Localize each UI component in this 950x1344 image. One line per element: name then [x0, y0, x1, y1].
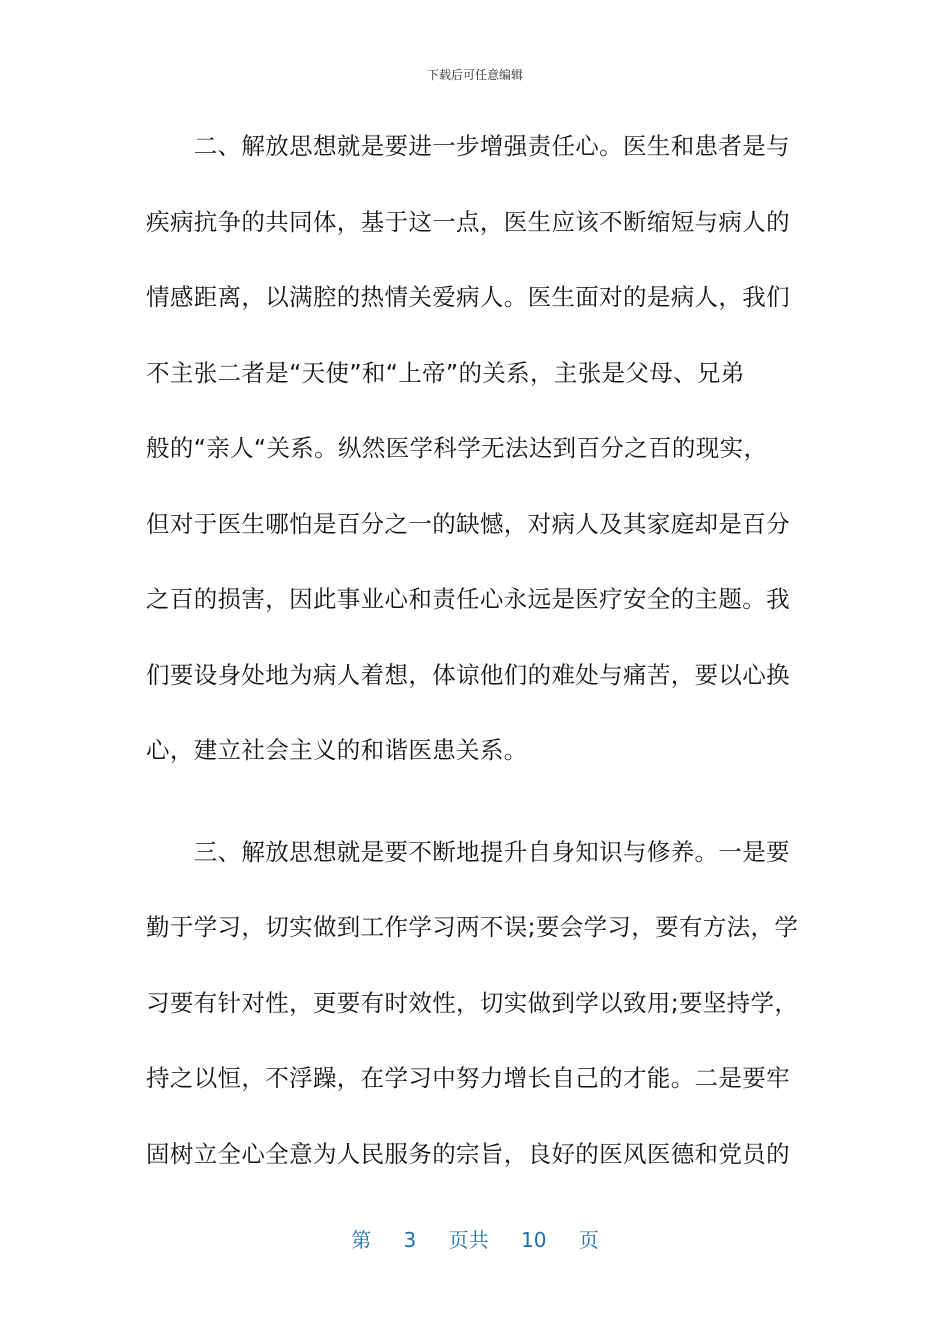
- document-body: [146, 122, 806, 1205]
- text-line: 但对于医生哪怕是百分之一的缺憾，对病人及其家庭却是百分: [146, 509, 790, 538]
- text-line: 不主张二者是“天使”和“上帝”的关系，主张是父母、兄弟: [146, 358, 745, 387]
- text-line: 二、解放思想就是要进一步增强责任心。医生和患者是与: [146, 132, 790, 160]
- footer-suffix: 页: [578, 1228, 599, 1252]
- paragraph-1: [146, 122, 806, 802]
- text-line: 固树立全心全意为人民服务的宗旨，良好的医风医德和党员的: [146, 1139, 790, 1168]
- text-line: 三、解放思想就是要不断地提升自身知识与修养。一是要: [146, 837, 790, 866]
- text-line: 勤于学习，切实做到工作学习两不误;要会学习，要有方法，学: [146, 913, 799, 941]
- paragraph-gap: [146, 802, 806, 828]
- text-line: 习要有针对性，更要有时效性，切实做到学以致用;要坚持学，: [146, 988, 799, 1017]
- paragraph-2: [146, 828, 806, 1206]
- text-line: 疾病抗争的共同体，基于这一点，医生应该不断缩短与病人的: [146, 207, 790, 236]
- text-line: 持之以恒，不浮躁，在学习中努力增长自己的才能。二是要牢: [146, 1064, 790, 1092]
- text-line: 情感距离，以满腔的热情关爱病人。医生面对的是病人，我们: [146, 283, 790, 311]
- text-line: 之百的损害，因此事业心和责任心永远是医疗安全的主题。我: [146, 585, 790, 613]
- text-line: 般的“亲人“关系。纵然医学科学无法达到百分之百的现实，: [146, 434, 768, 462]
- text-line: 心，建立社会主义的和谐医患关系。: [146, 736, 528, 764]
- footer-prefix: 第: [351, 1228, 372, 1252]
- page-header: 下载后可任意编辑: [426, 68, 523, 82]
- page-footer: [0, 1224, 950, 1253]
- footer-middle: 页共: [448, 1228, 489, 1252]
- text-line: 们要设身处地为病人着想，体谅他们的难处与痛苦，要以心换: [146, 660, 790, 689]
- current-page-number: 3: [403, 1228, 417, 1252]
- total-page-count: 10: [521, 1228, 547, 1252]
